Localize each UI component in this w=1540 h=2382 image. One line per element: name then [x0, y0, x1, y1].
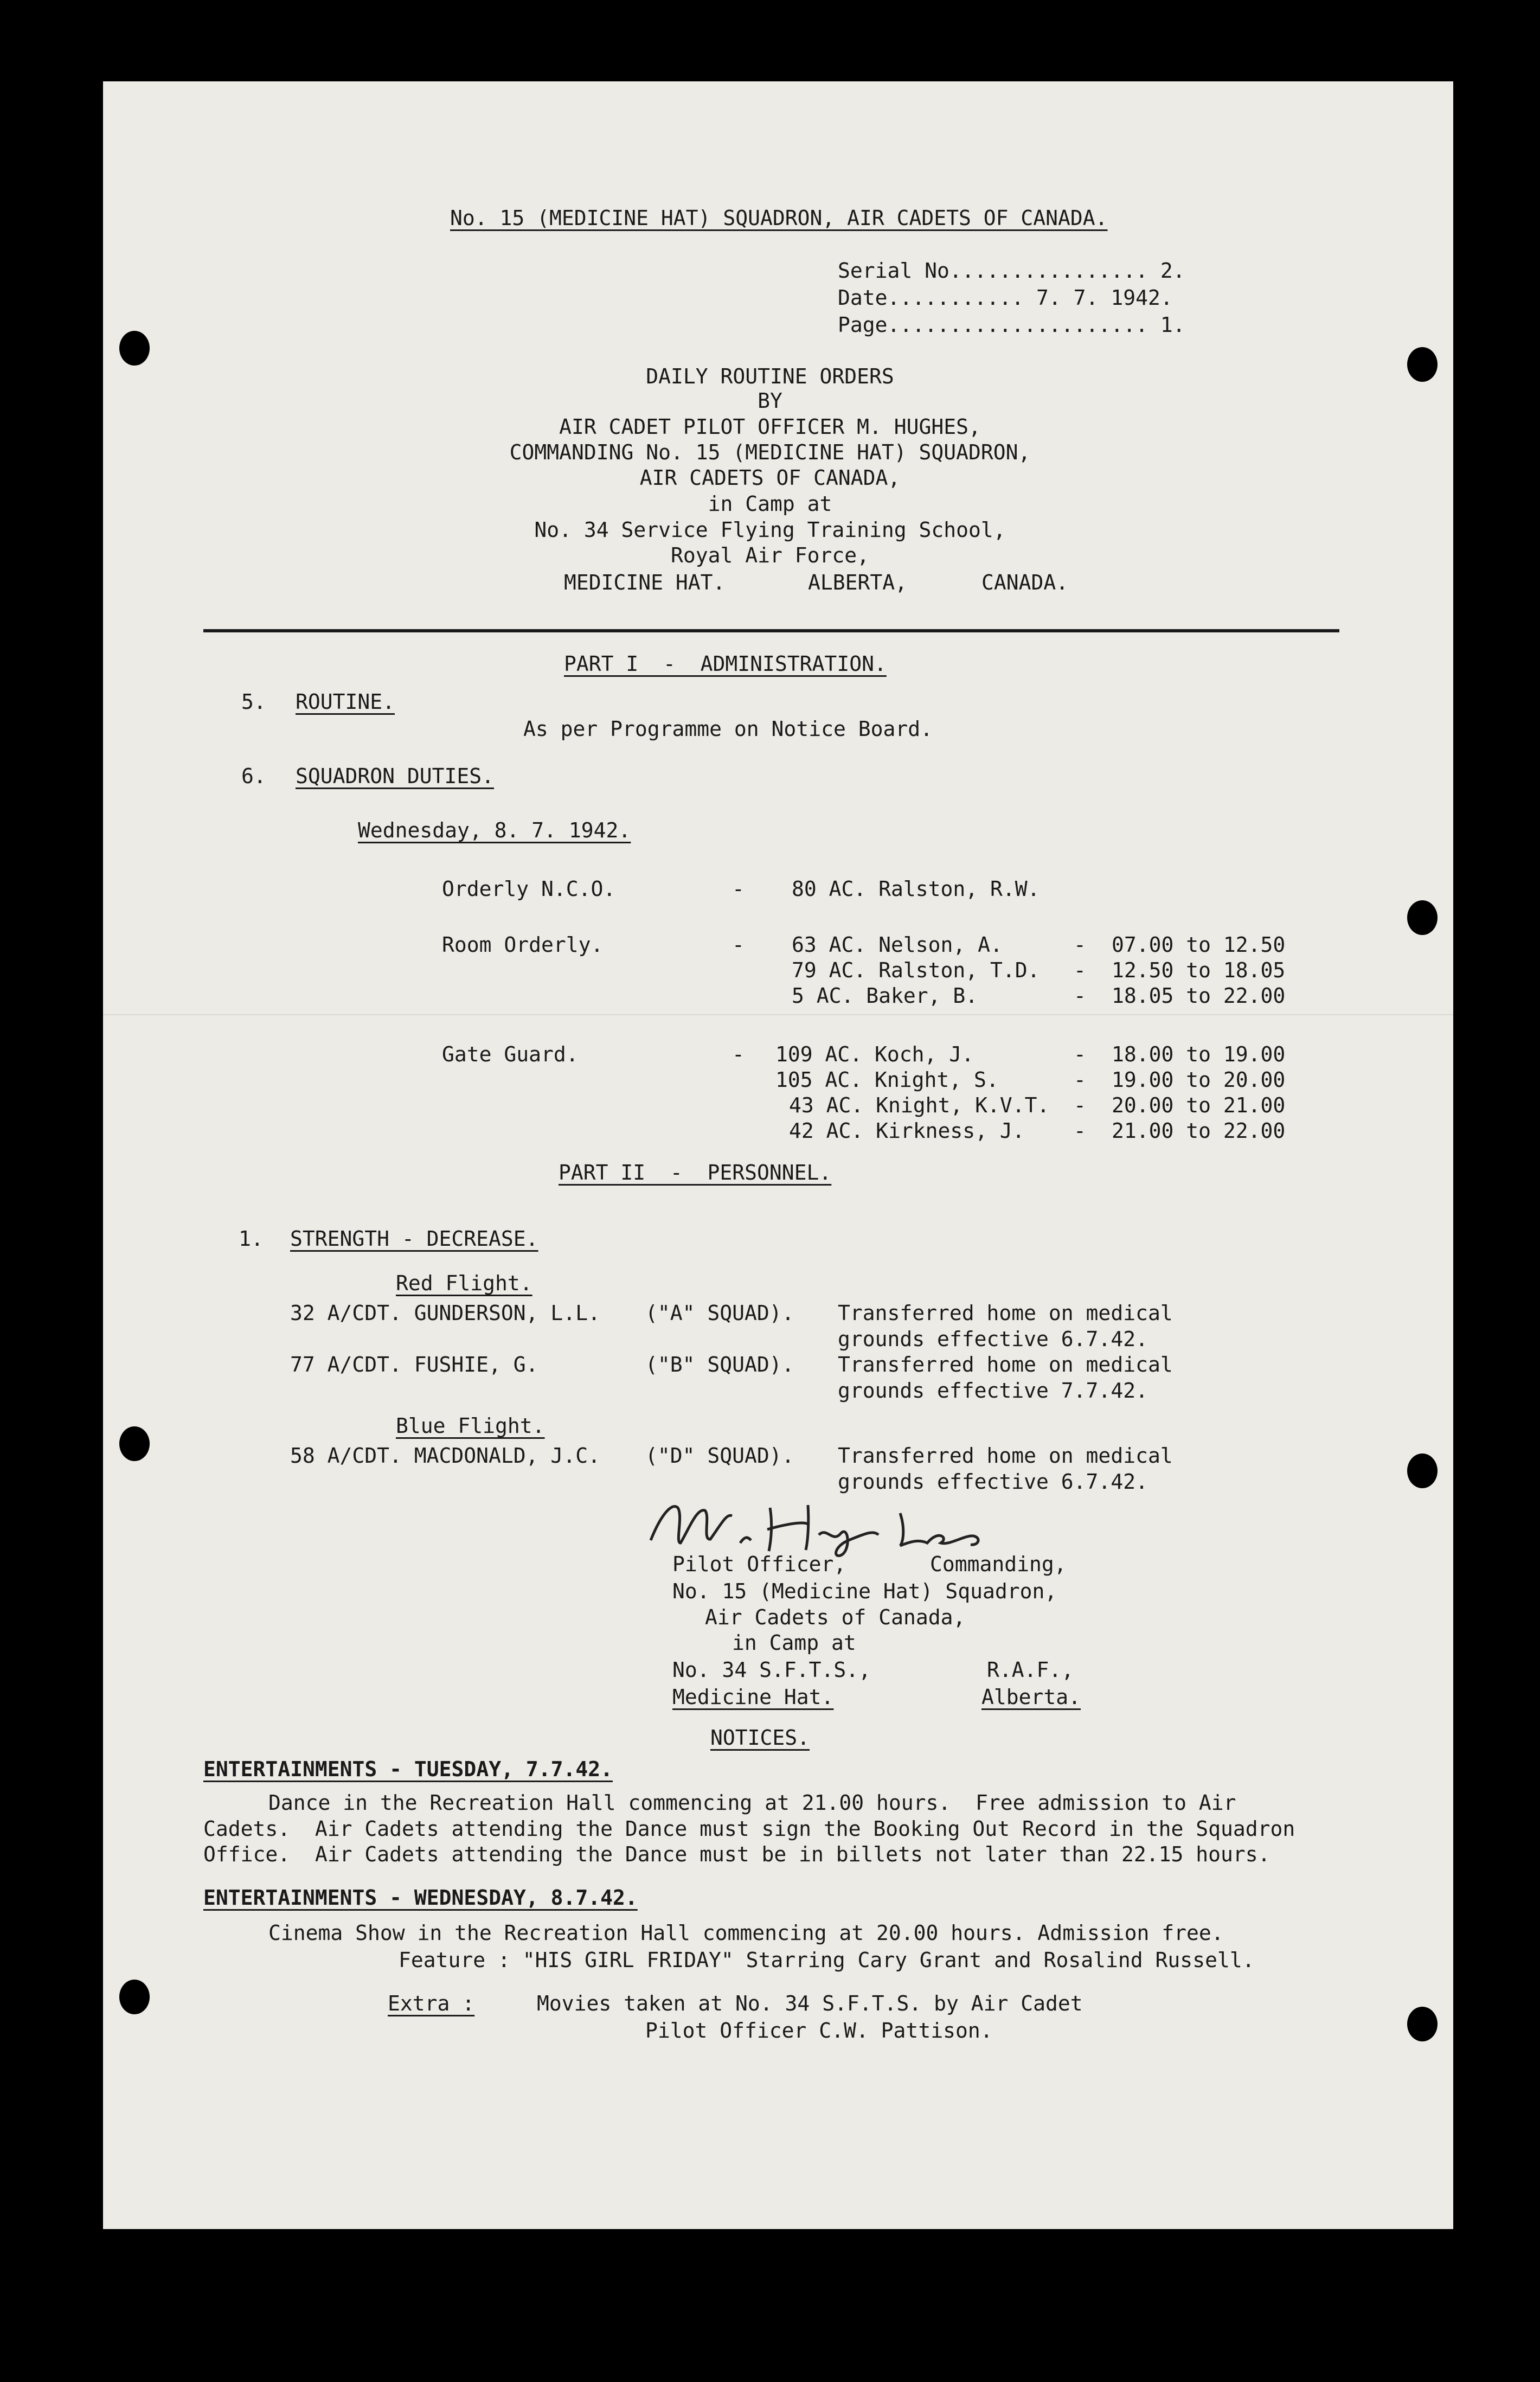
- handwritten-signature: [645, 1491, 1025, 1562]
- duty-who: 5 AC. Baker, B.: [792, 984, 978, 1008]
- duty-who: 109 AC. Koch, J.: [775, 1042, 974, 1066]
- signatory-rank: Pilot Officer,: [672, 1552, 846, 1576]
- duty-dash: -: [1074, 1068, 1086, 1092]
- personnel-remark: grounds effective 7.7.42.: [838, 1379, 1148, 1403]
- duty-time: 20.00 to 21.00: [1112, 1093, 1286, 1117]
- unit-title: No. 15 (MEDICINE HAT) SQUADRON, AIR CADETS OF CANADA.: [450, 206, 1108, 230]
- location-country: CANADA.: [981, 571, 1069, 594]
- duty-who: 42 AC. Kirkness, J.: [789, 1119, 1025, 1143]
- personnel-squad: ("A" SQUAD).: [645, 1301, 794, 1325]
- entertainment-1-text: Dance in the Recreation Hall commencing at 21.00 hours. Free admission to Air: [268, 1791, 1236, 1815]
- entertainment-1-title: ENTERTAINMENTS - TUESDAY, 7.7.42.: [203, 1757, 613, 1781]
- serial-number: Serial No................ 2.: [838, 259, 1185, 283]
- duty-time: 12.50 to 18.05: [1112, 958, 1286, 982]
- orderly-nco-dash: -: [732, 877, 745, 901]
- issuer-line: No. 34 Service Flying Training School,: [534, 518, 1006, 542]
- duty-time: 18.05 to 22.00: [1112, 984, 1286, 1008]
- duties-number: 6.: [241, 764, 266, 788]
- issuer-line: BY: [758, 389, 782, 413]
- signatory-raf: R.A.F.,: [987, 1658, 1074, 1682]
- order-date: Date........... 7. 7. 1942.: [838, 286, 1173, 310]
- personnel-remark: Transferred home on medical: [838, 1301, 1173, 1325]
- duty-dash: -: [1074, 958, 1086, 982]
- personnel-name: 77 A/CDT. FUSHIE, G.: [290, 1353, 538, 1376]
- location-city: MEDICINE HAT.: [564, 571, 726, 594]
- part2-title: PART II - PERSONNEL.: [559, 1161, 832, 1184]
- duty-dash: -: [1074, 1042, 1086, 1066]
- issuer-line: AIR CADETS OF CANADA,: [639, 466, 901, 490]
- feature-text: Feature : "HIS GIRL FRIDAY" Starring Cary Grant and Rosalind Russell.: [399, 1948, 1255, 1972]
- notices-title: NOTICES.: [710, 1726, 810, 1750]
- issuer-line: in Camp at: [708, 492, 832, 516]
- fold-crease: [103, 1014, 1453, 1015]
- duty-dash: -: [1074, 1119, 1086, 1143]
- duties-day: Wednesday, 8. 7. 1942.: [358, 818, 631, 842]
- gate-guard-dash: -: [732, 1042, 745, 1066]
- issuer-line: DAILY ROUTINE ORDERS: [646, 364, 894, 388]
- duty-dash: -: [1074, 1093, 1086, 1117]
- signatory-province: Alberta.: [981, 1685, 1081, 1709]
- extra-text: Pilot Officer C.W. Pattison.: [645, 2019, 993, 2042]
- punch-hole-right-upper: [1407, 900, 1438, 935]
- orderly-nco-label: Orderly N.C.O.: [442, 877, 616, 901]
- extra-text: Movies taken at No. 34 S.F.T.S. by Air Cadet: [537, 1992, 1083, 2015]
- routine-title: ROUTINE.: [296, 690, 395, 714]
- orderly-nco-who: 80 AC. Ralston, R.W.: [792, 877, 1040, 901]
- routine-text: As per Programme on Notice Board.: [523, 717, 933, 741]
- entertainment-1-text: Cadets. Air Cadets attending the Dance must sign the Booking Out Record in the Squadron: [203, 1817, 1295, 1841]
- duty-who: 63 AC. Nelson, A.: [792, 933, 1003, 957]
- room-orderly-dash: -: [732, 933, 745, 957]
- signatory-org: Air Cadets of Canada,: [705, 1605, 966, 1629]
- room-orderly-label: Room Orderly.: [442, 933, 604, 957]
- strength-number: 1.: [239, 1227, 264, 1251]
- entertainment-2-title: ENTERTAINMENTS - WEDNESDAY, 8.7.42.: [203, 1886, 638, 1910]
- personnel-squad: ("D" SQUAD).: [645, 1444, 794, 1468]
- personnel-remark: grounds effective 6.7.42.: [838, 1327, 1148, 1351]
- signatory-camp: in Camp at: [732, 1631, 856, 1655]
- signatory-city: Medicine Hat.: [672, 1685, 834, 1709]
- duty-time: 19.00 to 20.00: [1112, 1068, 1286, 1092]
- extra-label: Extra :: [388, 1992, 475, 2015]
- punch-hole-left-top: [119, 331, 150, 366]
- personnel-squad: ("B" SQUAD).: [645, 1353, 794, 1376]
- duties-title: SQUADRON DUTIES.: [296, 764, 495, 788]
- duty-dash: -: [1074, 933, 1086, 957]
- part1-title: PART I - ADMINISTRATION.: [564, 652, 887, 676]
- punch-hole-left-mid: [119, 1426, 150, 1461]
- duty-time: 21.00 to 22.00: [1112, 1119, 1286, 1143]
- signatory-school: No. 34 S.F.T.S.,: [672, 1658, 871, 1682]
- blue-flight-heading: Blue Flight.: [396, 1414, 545, 1438]
- duty-who: 79 AC. Ralston, T.D.: [792, 958, 1040, 982]
- punch-hole-left-bottom: [119, 1980, 150, 2014]
- gate-guard-label: Gate Guard.: [442, 1042, 579, 1066]
- personnel-remark: Transferred home on medical: [838, 1353, 1173, 1376]
- duty-who: 105 AC. Knight, S.: [775, 1068, 999, 1092]
- issuer-line: COMMANDING No. 15 (MEDICINE HAT) SQUADRON,: [509, 440, 1031, 464]
- punch-hole-right-mid: [1407, 1453, 1438, 1488]
- header-rule: [203, 629, 1339, 632]
- duty-who: 43 AC. Knight, K.V.T.: [789, 1093, 1050, 1117]
- punch-hole-right-bottom: [1407, 2007, 1438, 2041]
- duty-dash: -: [1074, 984, 1086, 1008]
- entertainment-1-text: Office. Air Cadets attending the Dance must be in billets not later than 22.15 hours.: [203, 1842, 1271, 1866]
- strength-title: STRENGTH - DECREASE.: [290, 1227, 538, 1251]
- duty-time: 07.00 to 12.50: [1112, 933, 1286, 957]
- personnel-remark: grounds effective 6.7.42.: [838, 1470, 1148, 1494]
- document-page: [103, 81, 1453, 2229]
- page-number: Page..................... 1.: [838, 313, 1185, 337]
- routine-number: 5.: [241, 690, 266, 714]
- red-flight-heading: Red Flight.: [396, 1271, 532, 1295]
- signatory-role: Commanding,: [930, 1552, 1067, 1576]
- signatory-unit: No. 15 (Medicine Hat) Squadron,: [672, 1579, 1057, 1603]
- location-province: ALBERTA,: [808, 571, 908, 594]
- duty-time: 18.00 to 19.00: [1112, 1042, 1286, 1066]
- personnel-name: 32 A/CDT. GUNDERSON, L.L.: [290, 1301, 600, 1325]
- personnel-remark: Transferred home on medical: [838, 1444, 1173, 1468]
- personnel-name: 58 A/CDT. MACDONALD, J.C.: [290, 1444, 600, 1468]
- issuer-line: Royal Air Force,: [670, 543, 870, 567]
- issuer-line: AIR CADET PILOT OFFICER M. HUGHES,: [559, 415, 981, 439]
- entertainment-2-text: Cinema Show in the Recreation Hall commencing at 20.00 hours. Admission free.: [268, 1921, 1224, 1945]
